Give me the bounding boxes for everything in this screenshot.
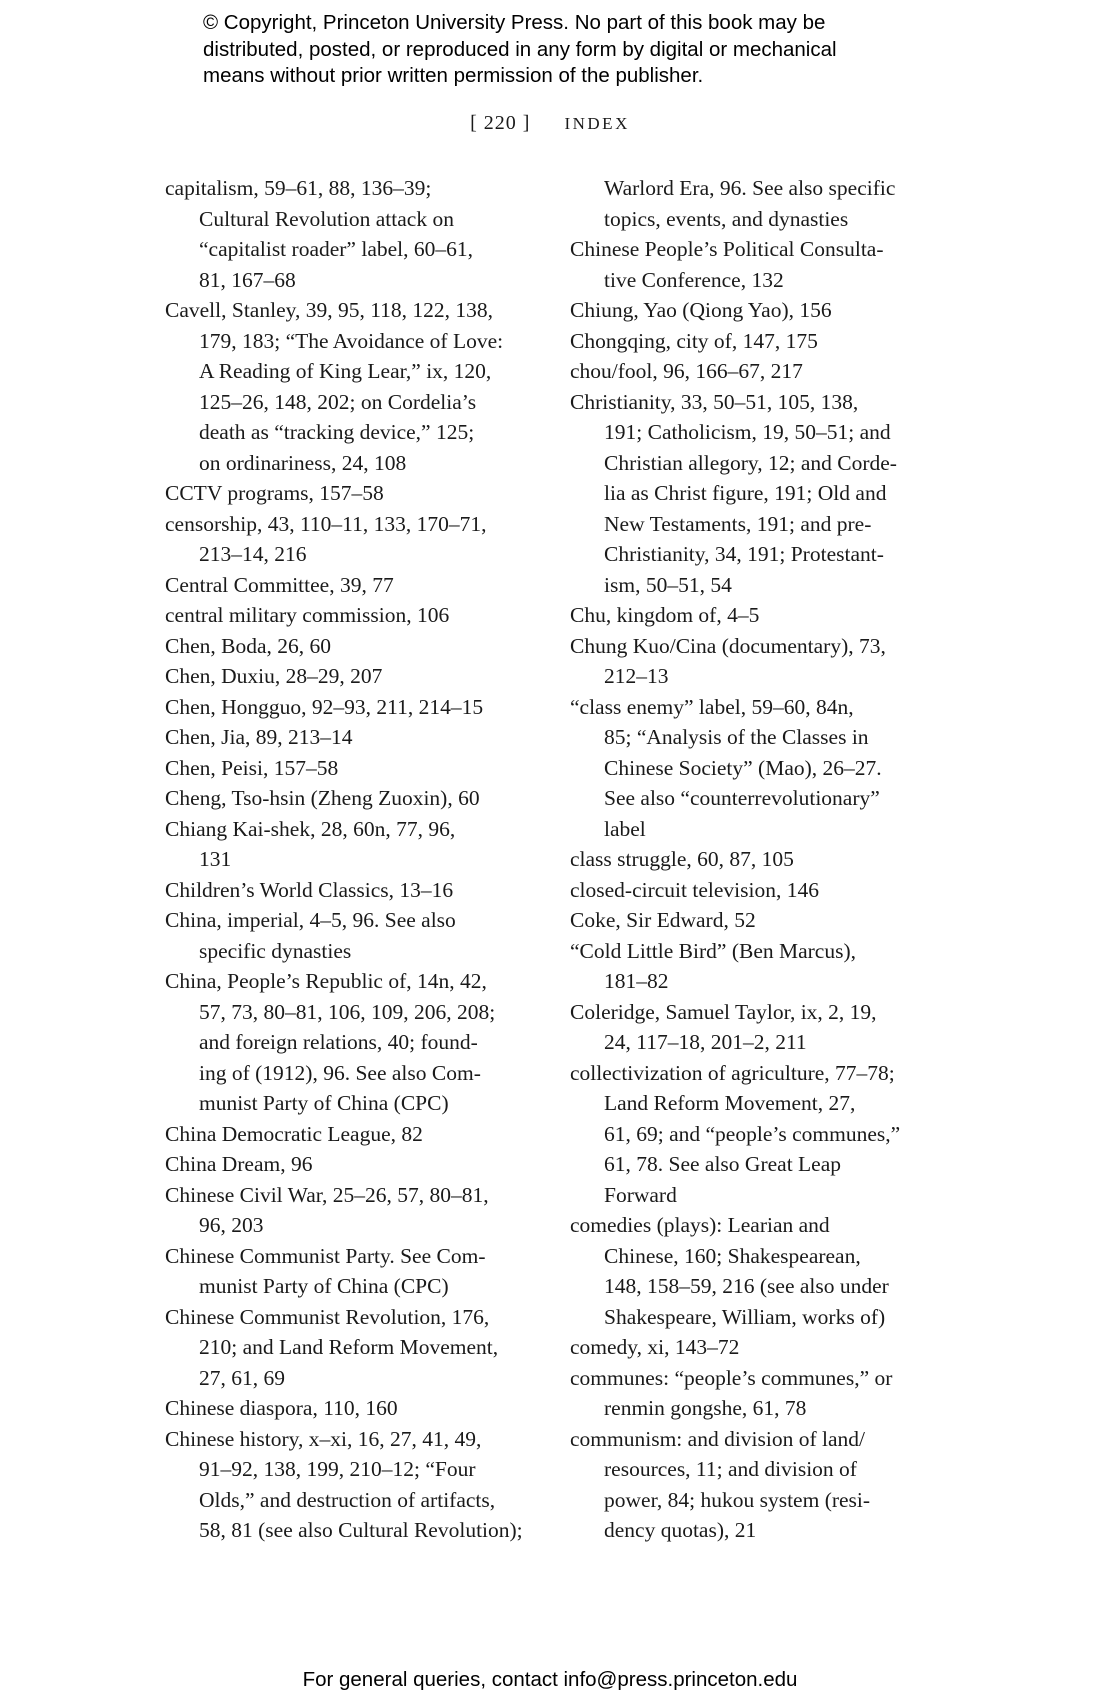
index-entry-line: dency quotas), 21 [604,1518,757,1542]
index-entry-line: munist Party of China (CPC) [199,1091,449,1115]
index-entry-line: label [604,816,646,841]
index-entry-line: central military commission, 106 [165,603,450,627]
index-entry-line: censorship, 43, 110–11, 133, 170–71, [165,511,487,536]
index-entry-line: 96, 203 [199,1213,264,1237]
index-entry-line: 85; “Analysis of the Classes in [604,725,869,749]
index-entry-line: chou/fool, 96, 166–67, 217 [570,359,803,383]
index-entry-line: 27, 61, 69 [199,1365,285,1390]
index-entry-line: Chung Kuo/Cina (documentary), 73, [570,633,886,658]
page-number: [ 220 ] [470,112,531,134]
index-entry-line: Chen, Boda, 26, 60 [165,633,332,658]
copyright-line: means without prior written permission of the publisher. [203,64,704,87]
index-entry-line: Forward [604,1182,677,1207]
index-entry-line: ing of (1912), 96. See also Com- [199,1060,481,1085]
index-entry-line: ism, 50–51, 54 [604,572,732,597]
running-head [0,112,1100,135]
copyright-line: © Copyright, Princeton University Press. No part of this book may be [203,11,826,34]
index-entry-line: communes: “people’s communes,” or [570,1365,893,1390]
index-entry-line: China, People’s Republic of, 14n, 42, [165,969,487,993]
footer-contact: For general queries, contact info@press.princeton.edu [302,1668,798,1691]
index-entry-line: China, imperial, 4–5, 96. See also [165,908,456,932]
index-entry-line: “class enemy” label, 59–60, 84n, [570,694,854,719]
index-entry-line: 131 [199,847,232,871]
index-entry-line: 210; and Land Reform Movement, [199,1335,499,1359]
index-entry-line: 57, 73, 80–81, 106, 109, 206, 208; [199,999,496,1024]
index-entry-line: 61, 78. See also Great Leap [604,1152,842,1176]
index-entry-line: Chen, Duxiu, 28–29, 207 [165,664,383,688]
index-entry-line: Coleridge, Samuel Taylor, ix, 2, 19, [570,999,877,1024]
index-entry-line: 125–26, 148, 202; on Cordelia’s [199,389,477,414]
index-entry-line: See also “counterrevolutionary” [604,786,880,810]
index-entry-line: 61, 69; and “people’s communes,” [604,1121,901,1146]
index-entry-line: Chinese Civil War, 25–26, 57, 80–81, [165,1182,489,1207]
index-entry-line: 212–13 [604,664,669,688]
index-entry-line: Chinese People’s Political Consulta- [570,237,884,261]
index-entry-line: Chinese Society” (Mao), 26–27. [604,755,882,780]
index-entry-line: Christian allegory, 12; and Corde- [604,450,897,475]
copyright-line: distributed, posted, or reproduced in any form by digital or mechanical [203,37,837,61]
index-entry-line: New Testaments, 191; and pre- [604,511,872,536]
index-entry-line: 24, 117–18, 201–2, 211 [604,1030,807,1054]
index-entry-line: Cheng, Tso-hsin (Zheng Zuoxin), 60 [165,786,480,810]
index-entry-line: Chen, Hongguo, 92–93, 211, 214–15 [165,694,484,719]
index-entry-line: 148, 158–59, 216 (see also under [604,1274,889,1298]
index-entry-line: Chiang Kai-shek, 28, 60n, 77, 96, [165,816,456,841]
index-entry-line: Coke, Sir Edward, 52 [570,908,756,932]
section-title: INDEX [564,114,630,133]
index-entry-line: collectivization of agriculture, 77–78; [570,1060,895,1085]
index-entry-line: Shakespeare, William, works of) [604,1304,886,1329]
index-entry-line: Olds,” and destruction of artifacts, [199,1487,496,1512]
copyright-notice [203,10,923,90]
index-entry-line: Chinese, 160; Shakespearean, [604,1243,861,1268]
index-entry-line: class struggle, 60, 87, 105 [570,847,794,871]
index-entry-line: 213–14, 216 [199,542,307,566]
index-entry-line: Chiung, Yao (Qiong Yao), 156 [570,298,832,322]
index-entry-line: Warlord Era, 96. See also specific [604,176,896,200]
index-entry-line: 91–92, 138, 199, 210–12; “Four [199,1457,476,1481]
index-entry-line: Children’s World Classics, 13–16 [165,877,454,902]
index-column-left [165,173,550,1546]
index-entry-line: comedy, xi, 143–72 [570,1335,740,1359]
index-entry-line: munist Party of China (CPC) [199,1274,449,1298]
index-entry-line: Chinese Communist Revolution, 176, [165,1304,490,1329]
index-entry-line: topics, events, and dynasties [604,206,849,231]
index-entry-line: China Democratic League, 82 [165,1121,423,1146]
index-entry-line: China Dream, 96 [165,1152,313,1176]
index-entry-line: CCTV programs, 157–58 [165,481,384,505]
index-entry-line: power, 84; hukou system (resi- [604,1487,871,1512]
index-entry-line: Chinese diaspora, 110, 160 [165,1396,398,1420]
index-entry-line: 179, 183; “The Avoidance of Love: [199,328,504,353]
index-entry-line: and foreign relations, 40; found- [199,1030,478,1054]
index-entry-line: Cavell, Stanley, 39, 95, 118, 122, 138, [165,298,494,322]
index-entry-line: Chongqing, city of, 147, 175 [570,328,818,353]
index-entry-line: 191; Catholicism, 19, 50–51; and [604,420,891,444]
index-entry-line: renmin gongshe, 61, 78 [604,1396,807,1420]
index-entry-line: “Cold Little Bird” (Ben Marcus), [570,938,856,963]
index-entry-line: A Reading of King Lear,” ix, 120, [199,359,492,383]
index-entry-line: 181–82 [604,969,669,993]
index-column-right [570,173,940,1546]
index-entry-line: on ordinariness, 24, 108 [199,450,407,475]
index-entry-line: Christianity, 33, 50–51, 105, 138, [570,389,859,414]
index-entry-line: Land Reform Movement, 27, [604,1091,856,1115]
index-entry-line: death as “tracking device,” 125; [199,420,475,444]
index-entry-line: tive Conference, 132 [604,267,784,292]
index-entry-line: Cultural Revolution attack on [199,206,454,231]
index-entry-line: Chu, kingdom of, 4–5 [570,603,760,627]
index-entry-line: comedies (plays): Learian and [570,1213,830,1237]
index-entry-line: communism: and division of land/ [570,1426,866,1451]
index-entry-line: Christianity, 34, 191; Protestant- [604,542,884,566]
index-entry-line: Chen, Peisi, 157–58 [165,755,339,780]
index-entry-line: specific dynasties [199,938,352,963]
index-entry-line: closed-circuit television, 146 [570,877,819,902]
index-entry-line: 81, 167–68 [199,267,296,292]
index-entry-line: Chen, Jia, 89, 213–14 [165,725,353,749]
index-entry-line: 58, 81 (see also Cultural Revolution); [199,1518,523,1542]
index-entry-line: “capitalist roader” label, 60–61, [199,237,474,261]
index-entry-line: Chinese history, x–xi, 16, 27, 41, 49, [165,1426,482,1451]
index-entry-line: lia as Christ figure, 191; Old and [604,481,887,505]
index-entry-line: capitalism, 59–61, 88, 136–39; [165,176,432,200]
index-entry-line: Chinese Communist Party. See Com- [165,1243,486,1268]
index-entry-line: resources, 11; and division of [604,1457,857,1481]
index-entry-line: Central Committee, 39, 77 [165,572,394,597]
